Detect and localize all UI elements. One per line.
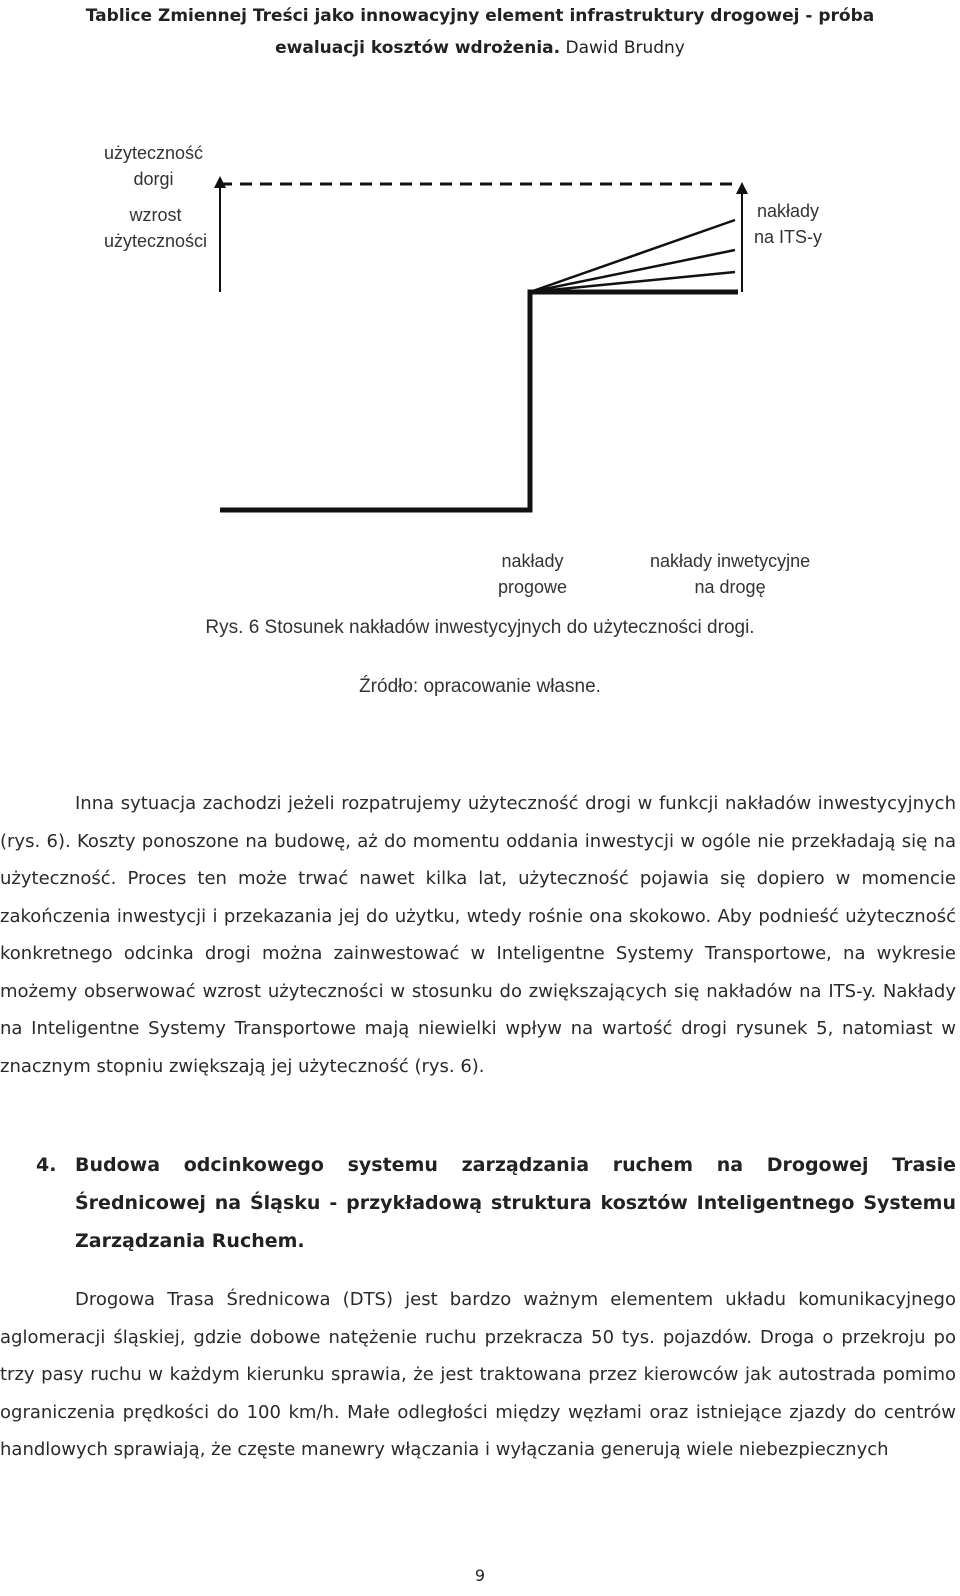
label-threshold-l2: progowe xyxy=(498,577,568,597)
label-road-utility-l1: użyteczność xyxy=(104,143,204,163)
paragraph-dts xyxy=(0,1281,956,1469)
running-header xyxy=(0,0,960,64)
its-expenditure-arrowhead xyxy=(736,182,748,194)
header-title-line2 xyxy=(0,32,960,64)
utility-diagram xyxy=(0,120,960,620)
section-heading xyxy=(0,1146,956,1260)
utility-growth-arrowhead xyxy=(214,176,226,188)
paragraph1-text: Inna sytuacja zachodzi jeżeli rozpatrujemy użyteczność drogi w funkcji nakładów inwestycyjnych (rys. 6). Koszty ponoszone na budowę, aż do momentu oddania inwestycji w ogóle nie przekładają się na użyteczność. Proces ten może trwać nawet kilka lat, użyteczność pojawia się dopiero w momencie zakończenia inwestycji i przekazania jej do użytku, wtedy rośnie ona skokowo. Aby podnieść użyteczność konkretnego odcinka drogi można zainwestować w Inteligentne Systemy Transportowe, na wykresie możemy obserwować wzrost użyteczności w stosunku do zwiększających się nakładów na ITS-y. Nakłady na Inteligentne Systemy Transportowe mają niewielki wpływ na wartość drogi rysunek 5, natomiast w znacznym stopniu zwiększają jej użyteczność (rys. 6). xyxy=(0,793,956,1077)
page-number: 9 xyxy=(474,1566,486,1585)
label-its-expenditure-l2: na ITS-y xyxy=(754,227,823,247)
label-its-expenditure-l1: nakłady xyxy=(756,201,820,221)
label-road-utility xyxy=(104,140,203,192)
paragraph-utility-investment xyxy=(0,785,956,1085)
diagram-svg xyxy=(0,120,960,620)
section-title: Budowa odcinkowego systemu zarządzania ruchem na Drogowej Trasie Średnicowej na Śląsku - przykładową struktura kosztów Inteligentnego Systemu Zarządzania Ruchem. xyxy=(75,1154,956,1252)
label-utility-growth-l1: wzrost xyxy=(129,205,182,225)
header-author: Dawid Brudny xyxy=(565,38,685,58)
label-road-investment xyxy=(650,548,810,600)
header-title-line1: Tablice Zmiennej Treści jako innowacyjny element infrastruktury drogowej - próba xyxy=(85,6,875,26)
label-road-investment-l2: na drogę xyxy=(694,577,766,597)
label-road-investment-l1: nakłady inwetycyjne xyxy=(650,551,811,571)
label-road-utility-l2: dorgi xyxy=(133,169,174,189)
label-threshold-l1: nakłady xyxy=(501,551,564,571)
figure-source: Źródło: opracowanie własne. xyxy=(359,676,601,697)
utility-step-line xyxy=(220,292,738,510)
label-utility-growth-l2: użyteczności xyxy=(104,231,208,251)
label-threshold-expenditure xyxy=(498,548,567,600)
figure-caption: Rys. 6 Stosunek nakładów inwestycyjnych do użyteczności drogi. xyxy=(205,617,755,638)
label-utility-growth xyxy=(104,202,207,254)
header-title-bold: ewaluacji kosztów wdrożenia. xyxy=(275,38,561,58)
section-number: 4. xyxy=(36,1154,57,1176)
paragraph2-text: Drogowa Trasa Średnicowa (DTS) jest bardzo ważnym elementem układu komunikacyjnego aglomeracji śląskiej, gdzie dobowe natężenie ruchu przekracza 50 tys. pojazdów. Droga o przekroju po trzy pasy ruchu w każdym kierunku sprawia, że jest traktowana przez kierowców jak autostrada pomimo ograniczenia prędkości do 100 km/h. Małe odległości między węzłami oraz istniejące zjazdy do centrów handlowych sprawiają, że częste manewry włączania i wyłączania generują wiele niebezpiecznych xyxy=(0,1289,956,1460)
label-its-expenditure xyxy=(754,198,822,250)
